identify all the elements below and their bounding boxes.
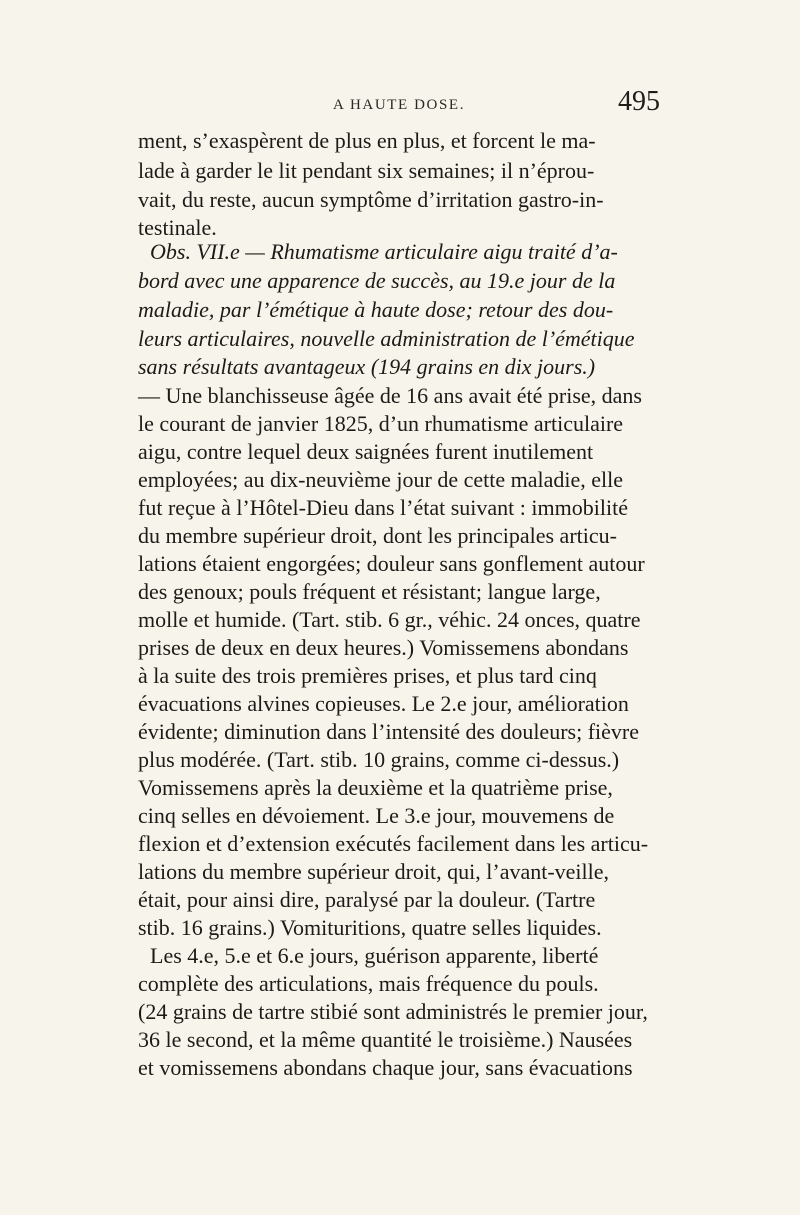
text-line: du membre supérieur droit, dont les principales articu-: [138, 523, 617, 548]
text-line: 36 le second, et la même quantité le troisième.) Nausées: [138, 1027, 633, 1052]
page-number: 495: [618, 86, 660, 117]
text-line: prises de deux en deux heures.) Vomissemens abondans: [138, 635, 629, 660]
text-line: molle et humide. (Tart. stib. 6 gr., véhic. 24 onces, quatre: [138, 607, 641, 632]
text-line: lations du membre supérieur droit, qui, l’avant-veille,: [138, 859, 610, 884]
text-line: lade à garder le lit pendant six semaines; il n’éprou-: [138, 158, 595, 183]
text-line: fut reçue à l’Hôtel-Dieu dans l’état suivant : immobilité: [138, 495, 628, 520]
text-line: — Une blanchisseuse âgée de 16 ans avait été prise, dans: [138, 383, 642, 408]
text-line: vait, du reste, aucun symptôme d’irritation gastro-in-: [138, 187, 604, 212]
text-line: lations étaient engorgées; douleur sans gonflement autour: [138, 551, 645, 576]
observation-heading-line: sans résultats avantageux (194 grains en dix jours.): [138, 354, 596, 379]
text-line: évidente; diminution dans l’intensité des douleurs; fièvre: [138, 719, 639, 744]
text-line: plus modérée. (Tart. stib. 10 grains, comme ci-dessus.): [138, 747, 620, 772]
text-line: cinq selles en dévoiement. Le 3.e jour, mouvemens de: [138, 803, 615, 828]
text-line: aigu, contre lequel deux saignées furent inutilement: [138, 439, 594, 464]
text-line: complète des articulations, mais fréquence du pouls.: [138, 971, 599, 996]
running-title: A HAUTE DOSE.: [333, 97, 466, 113]
text-line: évacuations alvines copieuses. Le 2.e jour, amélioration: [138, 691, 629, 716]
text-line: ment, s’exaspèrent de plus en plus, et forcent le ma-: [138, 128, 596, 153]
text-line: à la suite des trois premières prises, et plus tard cinq: [138, 663, 597, 688]
observation-heading-line: leurs articulaires, nouvelle administration de l’émétique: [138, 326, 635, 351]
text-line: le courant de janvier 1825, d’un rhumatisme articulaire: [138, 411, 624, 436]
text-line: Les 4.e, 5.e et 6.e jours, guérison apparente, liberté: [150, 943, 599, 968]
text-line: Vomissemens après la deuxième et la quatrième prise,: [138, 775, 613, 800]
observation-heading-line: Obs. VII.e — Rhumatisme articulaire aigu traité d’a-: [150, 239, 618, 264]
text-line: stib. 16 grains.) Vomituritions, quatre selles liquides.: [138, 915, 602, 940]
observation-heading-line: maladie, par l’émétique à haute dose; retour des dou-: [138, 297, 614, 322]
text-line: testinale.: [138, 215, 217, 240]
text-line: (24 grains de tartre stibié sont administrés le premier jour,: [138, 999, 648, 1024]
text-line: était, pour ainsi dire, paralysé par la douleur. (Tartre: [138, 887, 596, 912]
text-line: des genoux; pouls fréquent et résistant; langue large,: [138, 579, 601, 604]
text-line: et vomissemens abondans chaque jour, sans évacuations: [138, 1055, 633, 1080]
observation-heading-line: bord avec une apparence de succès, au 19.e jour de la: [138, 268, 616, 293]
text-line: flexion et d’extension exécutés facilement dans les articu-: [138, 831, 649, 856]
text-line: employées; au dix-neuvième jour de cette maladie, elle: [138, 467, 624, 492]
